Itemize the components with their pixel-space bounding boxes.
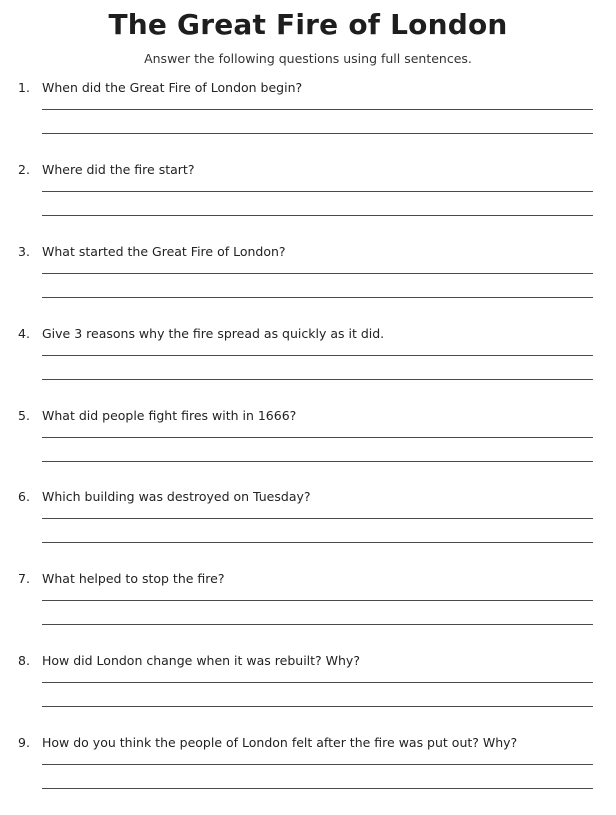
question-text: Where did the fire start?	[42, 162, 195, 177]
question-5	[0, 408, 616, 488]
question-text: When did the Great Fire of London begin?	[42, 80, 303, 95]
answer-line[interactable]	[42, 600, 593, 601]
question-number: 5.	[18, 408, 30, 423]
answer-line[interactable]	[42, 706, 593, 707]
answer-line[interactable]	[42, 788, 593, 789]
question-1	[0, 80, 616, 160]
answer-line[interactable]	[42, 133, 593, 134]
question-3	[0, 244, 616, 324]
page-title: The Great Fire of London	[108, 8, 508, 41]
answer-line[interactable]	[42, 461, 593, 462]
question-number: 4.	[18, 326, 30, 341]
answer-line[interactable]	[42, 764, 593, 765]
question-number: 6.	[18, 489, 30, 504]
question-number: 9.	[18, 735, 30, 750]
question-6	[0, 489, 616, 569]
instructions: Answer the following questions using full sentences.	[144, 51, 472, 66]
question-text: How do you think the people of London felt after the fire was put out? Why?	[42, 735, 518, 750]
answer-line[interactable]	[42, 355, 593, 356]
question-text: What started the Great Fire of London?	[42, 244, 286, 259]
question-9	[0, 735, 616, 815]
answer-line[interactable]	[42, 542, 593, 543]
question-2	[0, 162, 616, 242]
answer-line[interactable]	[42, 682, 593, 683]
question-number: 2.	[18, 162, 30, 177]
question-text: Which building was destroyed on Tuesday?	[42, 489, 311, 504]
question-number: 8.	[18, 653, 30, 668]
answer-line[interactable]	[42, 624, 593, 625]
question-text: What did people fight fires with in 1666?	[42, 408, 297, 423]
question-text: How did London change when it was rebuilt? Why?	[42, 653, 360, 668]
question-number: 7.	[18, 571, 30, 586]
answer-line[interactable]	[42, 215, 593, 216]
question-number: 3.	[18, 244, 30, 259]
question-8	[0, 653, 616, 733]
answer-line[interactable]	[42, 379, 593, 380]
answer-line[interactable]	[42, 109, 593, 110]
question-text: Give 3 reasons why the fire spread as quickly as it did.	[42, 326, 385, 341]
question-7	[0, 571, 616, 651]
answer-line[interactable]	[42, 297, 593, 298]
question-4	[0, 326, 616, 406]
answer-line[interactable]	[42, 273, 593, 274]
question-text: What helped to stop the fire?	[42, 571, 225, 586]
answer-line[interactable]	[42, 437, 593, 438]
answer-line[interactable]	[42, 518, 593, 519]
question-number: 1.	[18, 80, 30, 95]
answer-line[interactable]	[42, 191, 593, 192]
